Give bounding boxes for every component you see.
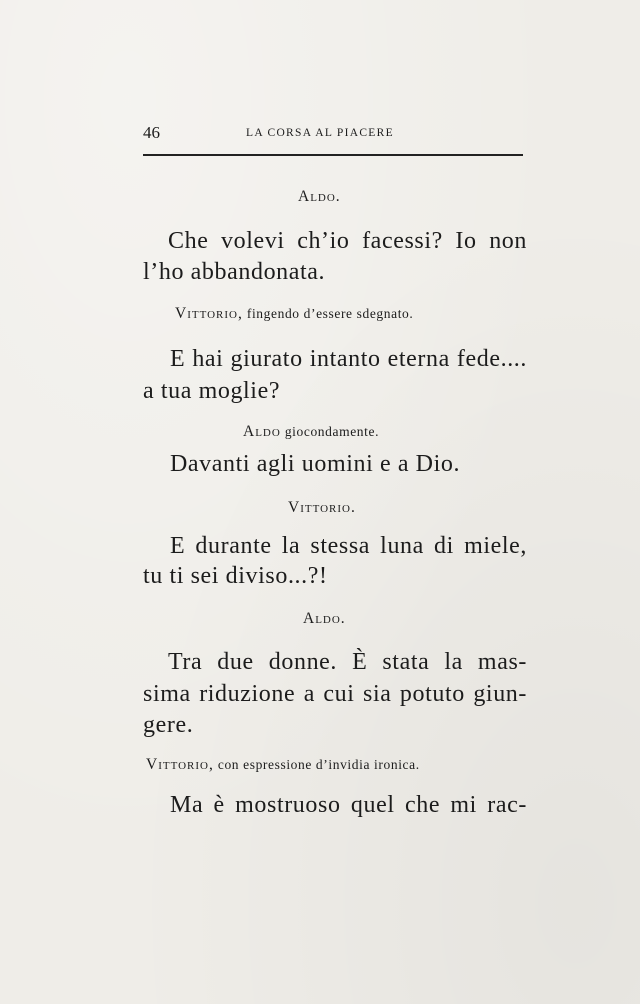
speaker-label: Aldo. xyxy=(298,188,341,205)
speaker-label: Aldo. xyxy=(303,610,346,627)
page-header xyxy=(143,123,523,147)
dialogue-line: Ma è mostruoso quel che mi rac- xyxy=(170,792,527,818)
dialogue-line: a tua moglie? xyxy=(143,378,281,404)
header-rule xyxy=(143,154,523,156)
dialogue-line: gere. xyxy=(143,712,194,738)
dialogue-line: Davanti agli uomini e a Dio. xyxy=(170,451,461,477)
dialogue-line: sima riduzione a cui sia potuto giun- xyxy=(143,681,527,707)
speaker-label: Vittorio. xyxy=(288,499,356,516)
dialogue-line: E durante la stessa luna di miele, xyxy=(170,533,527,559)
dialogue-line: Che volevi ch’io facessi? Io non xyxy=(168,228,527,254)
dialogue-line: tu ti sei diviso...?! xyxy=(143,563,328,589)
running-title: LA CORSA AL PIACERE xyxy=(246,127,394,139)
page-number: 46 xyxy=(143,123,160,142)
dialogue-line: E hai giurato intanto eterna fede.... xyxy=(170,346,527,372)
stage-direction: Vittorio, fingendo d’essere sdegnato. xyxy=(175,305,414,322)
dialogue-line: Tra due donne. È stata la mas- xyxy=(168,649,527,675)
stage-direction: Aldo giocondamente. xyxy=(243,423,380,440)
dialogue-line: l’ho abbandonata. xyxy=(143,259,326,285)
stage-direction: Vittorio, con espressione d’invidia ironica. xyxy=(146,756,420,773)
